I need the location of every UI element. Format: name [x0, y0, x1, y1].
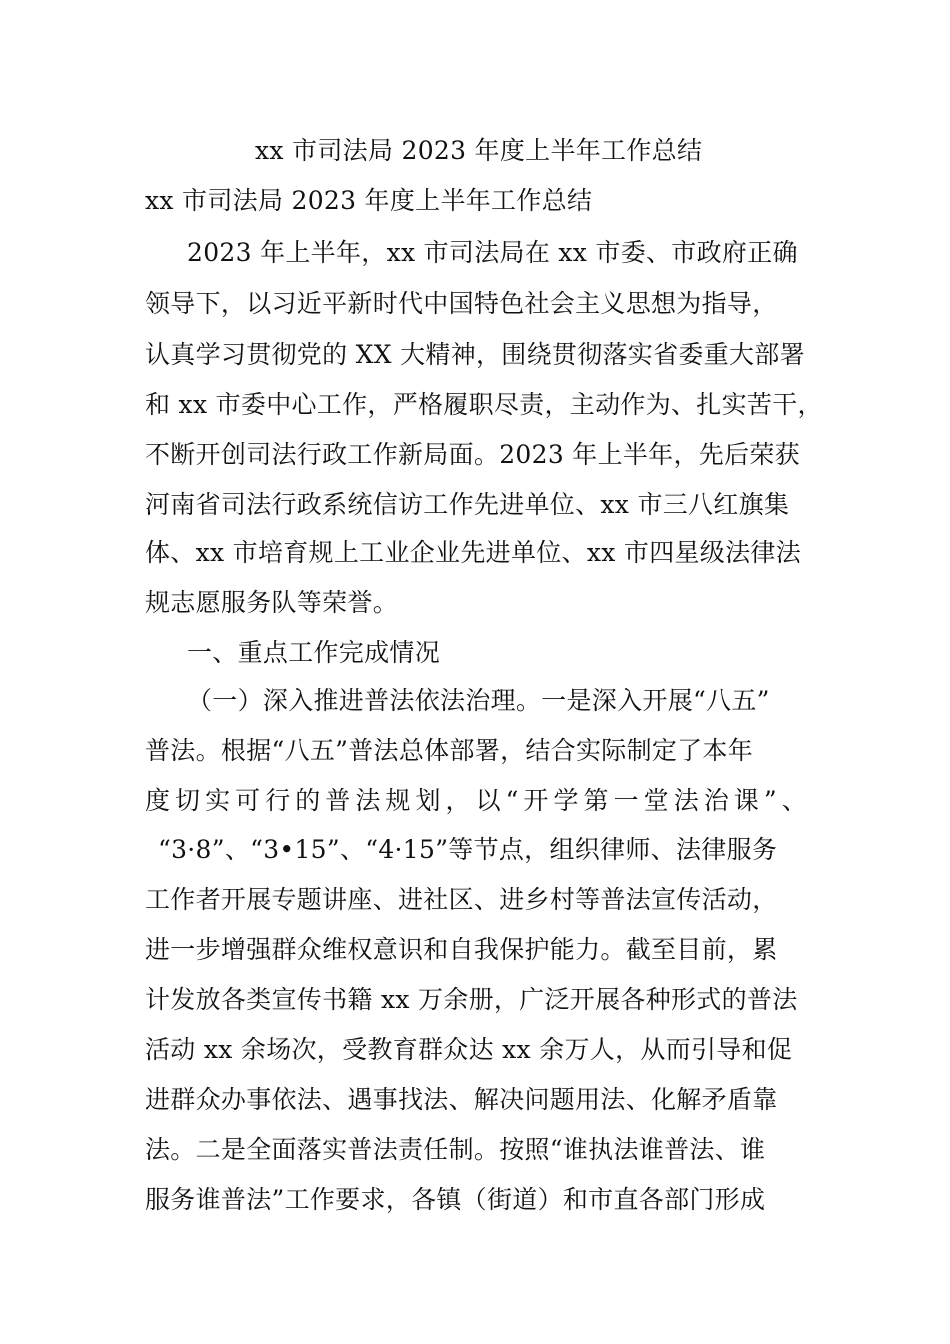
paragraph-line: 进群众办事依法、遇事找法、解决问题用法、化解矛盾靠 — [145, 1085, 778, 1114]
paragraph-line: “3·8”、“3•15”、“4·15”等节点，组织律师、法律服务 — [158, 835, 778, 864]
paragraph-line: （一）深入推进普法依法治理。一是深入开展“八五” — [187, 686, 770, 715]
paragraph-line: 服务谁普法”工作要求，各镇（街道）和市直各部门形成 — [145, 1185, 766, 1214]
paragraph-line: 规志愿服务队等荣誉。 — [145, 588, 399, 617]
paragraph-line: 工作者开展专题讲座、进社区、进乡村等普法宣传活动， — [145, 885, 778, 914]
paragraph-line: 法。二是全面落实普法责任制。按照“谁执法谁普法、谁 — [145, 1135, 766, 1164]
paragraph-line: 普法。根据“八五”普法总体部署，结合实际制定了本年 — [145, 736, 754, 765]
paragraph-line: 活动 xx 余场次，受教育群众达 xx 余万人，从而引导和促 — [145, 1035, 793, 1064]
paragraph-line: 进一步增强群众维权意识和自我保护能力。截至目前，累 — [145, 935, 778, 964]
paragraph-line: 度切实可行的普法规划，以“开学第一堂法治课”、 — [145, 786, 807, 815]
paragraph-line: 2023 年上半年，xx 市司法局在 xx 市委、市政府正确 — [187, 238, 798, 267]
paragraph-line: 河南省司法行政系统信访工作先进单位、xx 市三八红旗集 — [145, 490, 790, 519]
paragraph-line: 计发放各类宣传书籍 xx 万余册，广泛开展各种形式的普法 — [145, 985, 798, 1014]
paragraph-line: 不断开创司法行政工作新局面。2023 年上半年，先后荣获 — [145, 440, 800, 469]
paragraph-line: 认真学习贯彻党的 XX 大精神，围绕贯彻落实省委重大部署 — [145, 340, 805, 369]
document-title: xx 市司法局 2023 年度上半年工作总结 — [255, 136, 703, 165]
document-subtitle: xx 市司法局 2023 年度上半年工作总结 — [145, 186, 593, 215]
paragraph-line: 和 xx 市委中心工作，严格履职尽责，主动作为、扎实苦干， — [145, 390, 823, 419]
section-heading: 一、重点工作完成情况 — [187, 638, 441, 667]
paragraph-line: 体、xx 市培育规上工业企业先进单位、xx 市四星级法律法 — [145, 538, 801, 567]
paragraph-line: 领导下，以习近平新时代中国特色社会主义思想为指导， — [145, 289, 778, 318]
